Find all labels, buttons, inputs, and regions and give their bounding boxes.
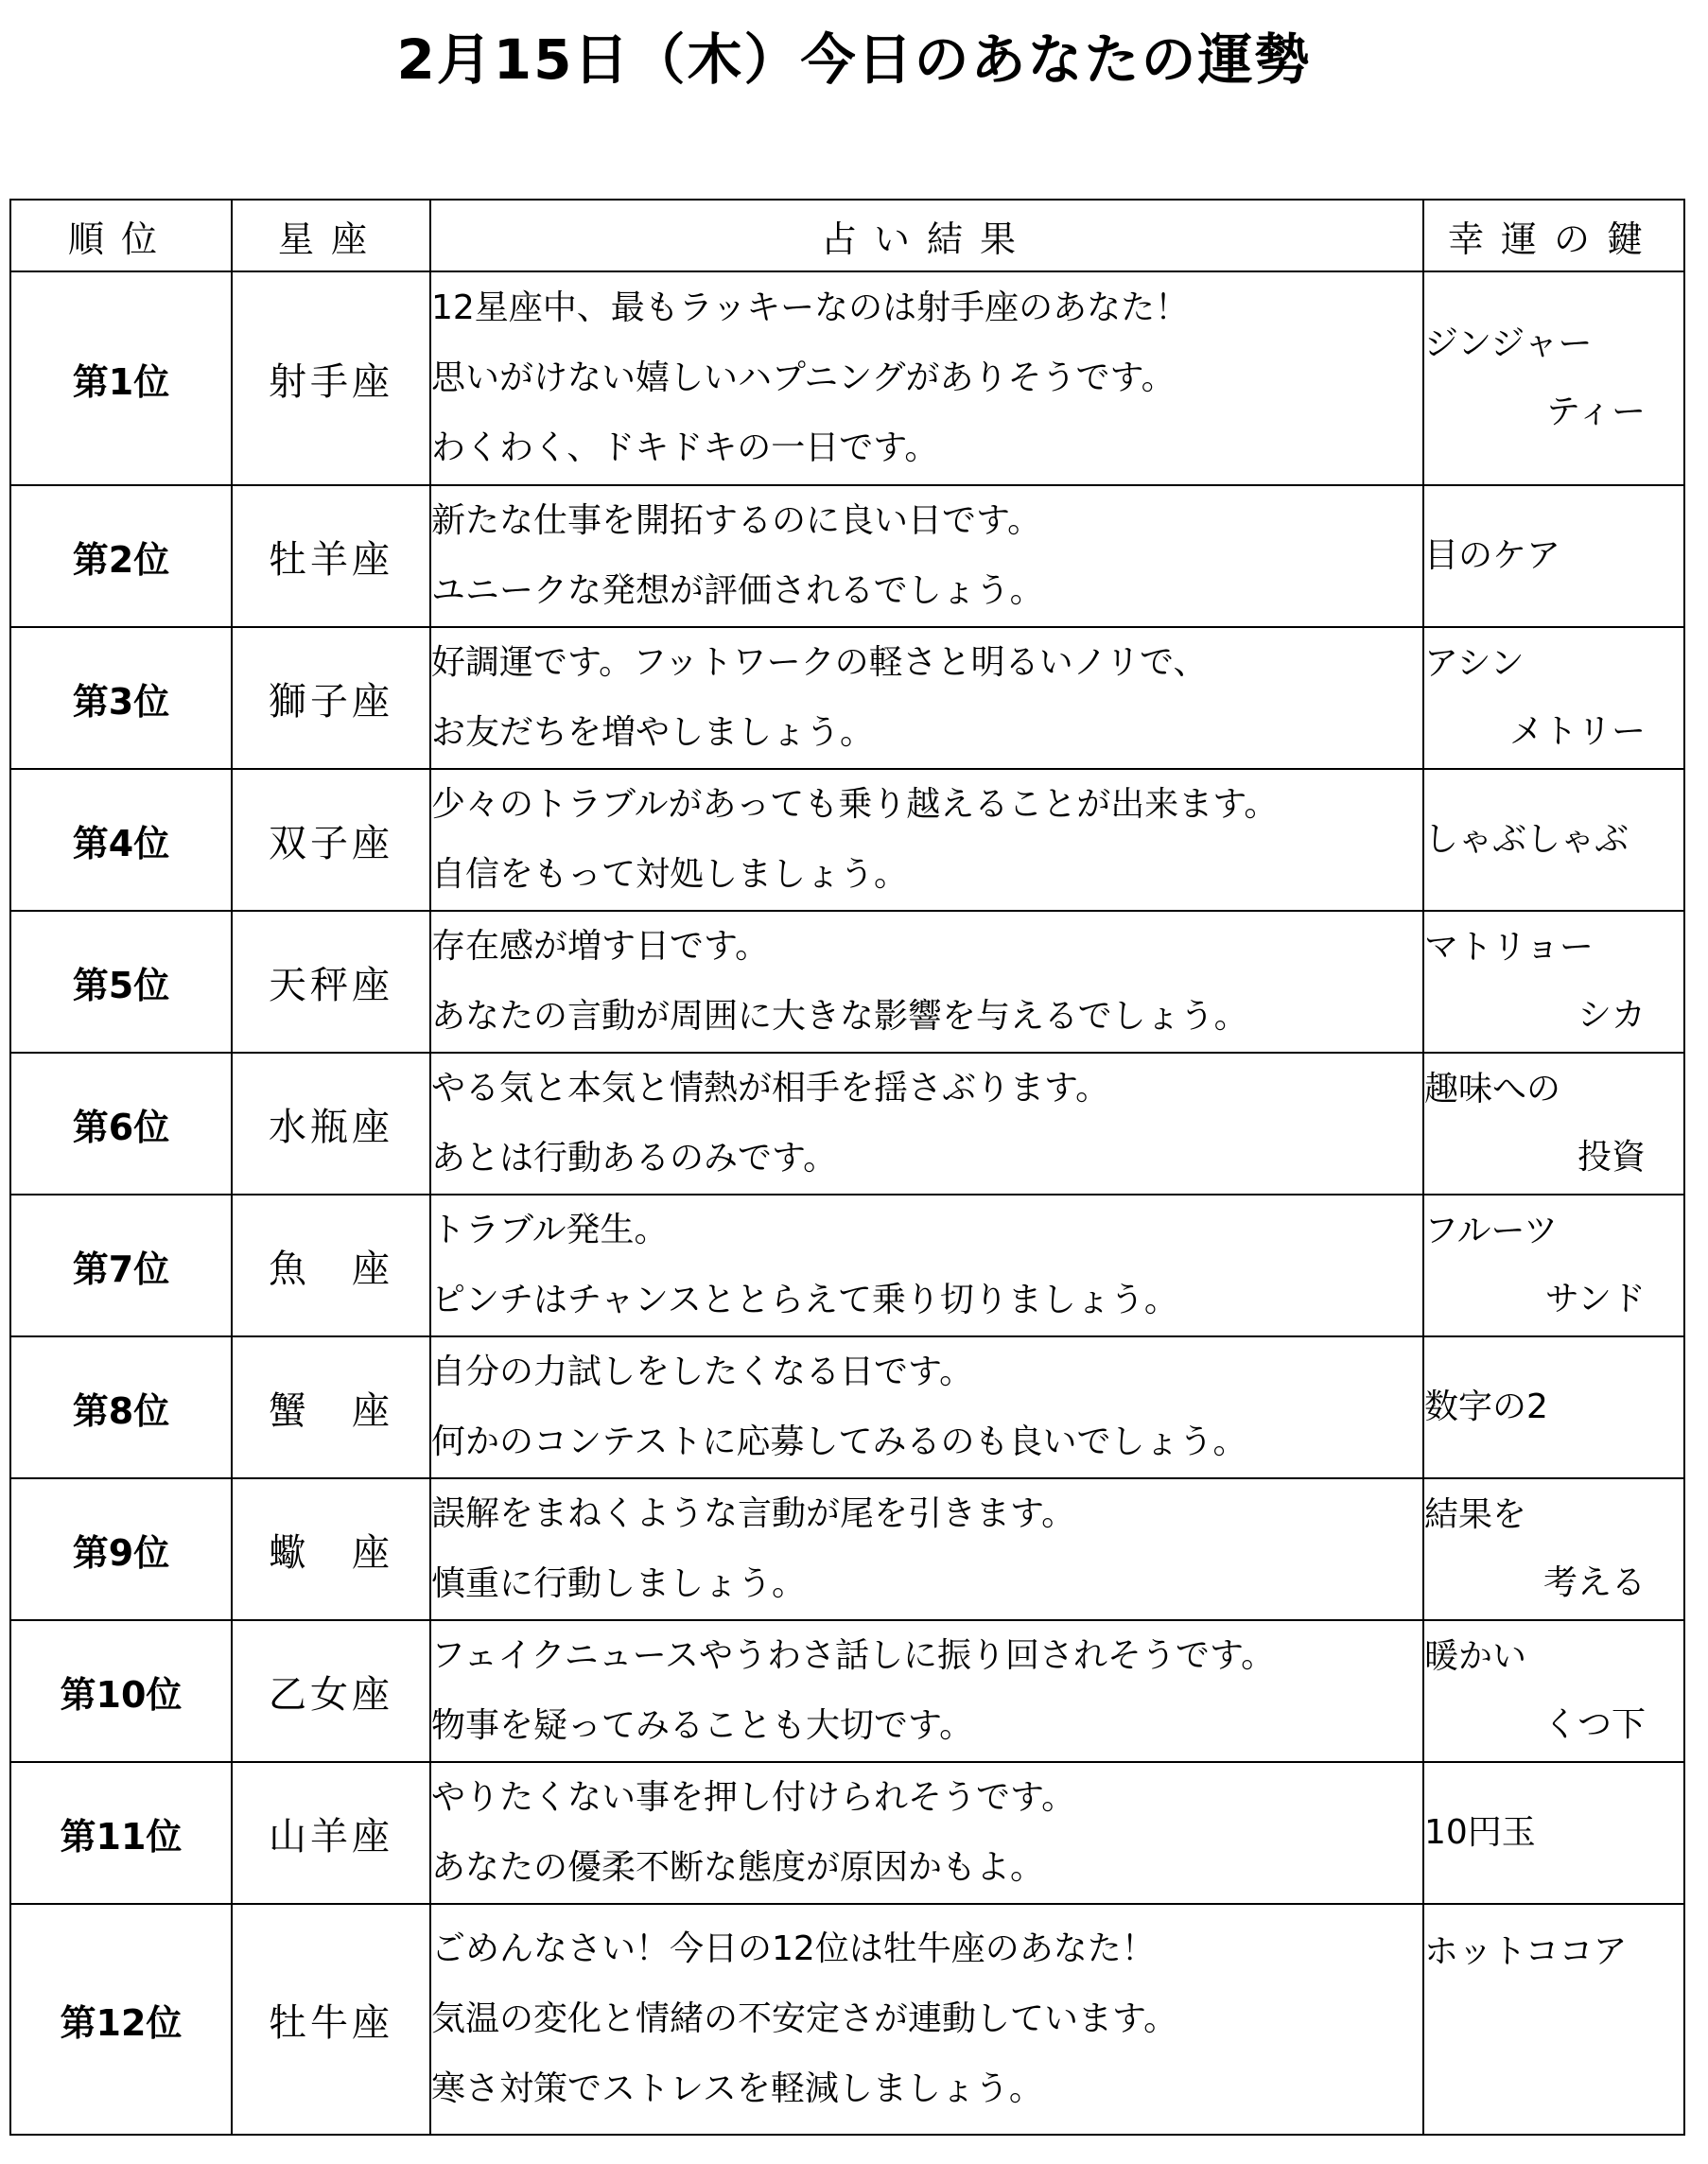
zodiac-sign-cell: 水瓶座	[232, 1053, 430, 1195]
table-header-row	[10, 200, 1684, 271]
zodiac-sign-cell: 蠍 座	[232, 1478, 430, 1620]
fortune-result-cell	[430, 1904, 1423, 2135]
table-row	[10, 769, 1684, 911]
page-title: 2月15日（木）今日のあなたの運勢	[396, 27, 1312, 92]
fortune-result-line: 慎重に行動しましょう。	[431, 1564, 807, 1603]
table-row	[10, 1762, 1684, 1904]
zodiac-sign-cell: 天秤座	[232, 911, 430, 1053]
zodiac-sign-cell: 双子座	[232, 769, 430, 911]
lucky-key-line: 目のケア	[1424, 536, 1561, 575]
zodiac-sign-cell: 牡羊座	[232, 485, 430, 627]
fortune-result-line: 12星座中、最もラッキーなのは射手座のあなた！	[431, 288, 1190, 327]
lucky-key-line: くつ下	[1542, 1705, 1646, 1744]
rank-cell: 第3位	[10, 627, 232, 769]
fortune-result-line: 思いがけない嬉しいハプニングがありそうです。	[431, 358, 1176, 397]
fortune-result-line: 気温の変化と情緒の不安定さが連動しています。	[431, 1999, 1178, 2038]
rank-cell: 第12位	[10, 1904, 232, 2135]
fortune-result-cell	[430, 627, 1423, 769]
lucky-key-line: メトリー	[1508, 712, 1646, 751]
rank-cell: 第8位	[10, 1336, 232, 1478]
lucky-key-cell	[1423, 1195, 1684, 1336]
table-row	[10, 1336, 1684, 1478]
fortune-result-line: あなたの優柔不断な態度が原因かもよ。	[431, 1848, 1045, 1887]
fortune-result-line: ごめんなさい！今日の12位は牡牛座のあなた！	[431, 1929, 1156, 1968]
lucky-key-cell	[1423, 271, 1684, 485]
fortune-table	[9, 199, 1685, 2136]
fortune-result-line: やる気と本気と情熱が相手を揺さぶります。	[431, 1069, 1110, 1108]
header-key: 幸運の鍵	[1423, 200, 1684, 271]
lucky-key-line: 投資	[1577, 1138, 1646, 1177]
table-row	[10, 1620, 1684, 1762]
zodiac-sign-cell: 魚 座	[232, 1195, 430, 1336]
fortune-result-line: 好調運です。フットワークの軽さと明るいノリで、	[431, 643, 1208, 682]
fortune-result-line: ユニークな発想が評価されるでしょう。	[431, 571, 1044, 610]
lucky-key-line: マトリョー	[1424, 928, 1594, 967]
lucky-key-cell	[1423, 1478, 1684, 1620]
lucky-key-line: サンド	[1544, 1280, 1646, 1318]
table-row	[10, 911, 1684, 1053]
table-row	[10, 1904, 1684, 2135]
zodiac-sign-cell: 乙女座	[232, 1620, 430, 1762]
fortune-result-cell	[430, 1478, 1423, 1620]
lucky-key-line: シカ	[1577, 996, 1646, 1035]
fortune-result-line: フェイクニュースやうわさ話しに振り回されそうです。	[431, 1636, 1276, 1675]
fortune-result-line: 少々のトラブルがあっても乗り越えることが出来ます。	[431, 785, 1279, 824]
rank-cell: 第4位	[10, 769, 232, 911]
fortune-result-line: 新たな仕事を開拓するのに良い日です。	[431, 501, 1042, 540]
fortune-result-cell	[430, 1195, 1423, 1336]
rank-cell: 第10位	[10, 1620, 232, 1762]
fortune-result-line: 誤解をまねくような言動が尾を引きます。	[431, 1494, 1076, 1533]
fortune-result-cell	[430, 271, 1423, 485]
rank-cell: 第7位	[10, 1195, 232, 1336]
rank-cell: 第2位	[10, 485, 232, 627]
header-result: 占い結果	[430, 200, 1423, 271]
lucky-key-cell	[1423, 911, 1684, 1053]
fortune-result-cell	[430, 911, 1423, 1053]
rank-cell: 第5位	[10, 911, 232, 1053]
table-body	[10, 271, 1684, 2135]
lucky-key-cell	[1423, 1904, 1684, 2135]
lucky-key-cell	[1423, 1620, 1684, 1762]
lucky-key-cell	[1423, 485, 1684, 627]
table-row	[10, 1053, 1684, 1195]
lucky-key-line: 趣味への	[1424, 1070, 1561, 1108]
fortune-result-cell	[430, 1620, 1423, 1762]
lucky-key-cell	[1423, 1762, 1684, 1904]
fortune-result-line: やりたくない事を押し付けられそうです。	[431, 1778, 1076, 1817]
zodiac-sign-cell: 山羊座	[232, 1762, 430, 1904]
rank-cell: 第9位	[10, 1478, 232, 1620]
fortune-result-line: 自分の力試しをしたくなる日です。	[431, 1352, 974, 1391]
zodiac-sign-cell: 獅子座	[232, 627, 430, 769]
lucky-key-line: ティー	[1545, 393, 1646, 431]
rank-cell: 第6位	[10, 1053, 232, 1195]
fortune-result-cell	[430, 1053, 1423, 1195]
fortune-result-line: ピンチはチャンスととらえて乗り切りましょう。	[431, 1281, 1178, 1319]
lucky-key-cell	[1423, 769, 1684, 911]
fortune-result-line: トラブル発生。	[431, 1211, 669, 1249]
header-rank: 順位	[10, 200, 232, 271]
table-row	[10, 1195, 1684, 1336]
lucky-key-line: フルーツ	[1424, 1212, 1559, 1250]
rank-cell: 第1位	[10, 271, 232, 485]
fortune-result-line: わくわく、ドキドキの一日です。	[431, 428, 939, 467]
fortune-result-line: 寒さ対策でストレスを軽減しましょう。	[431, 2069, 1043, 2108]
fortune-result-line: 何かのコンテストに応募してみるのも良いでしょう。	[431, 1422, 1247, 1461]
table-row	[10, 1478, 1684, 1620]
fortune-result-cell	[430, 1336, 1423, 1478]
lucky-key-line: 結果を	[1424, 1495, 1527, 1534]
fortune-result-line: 自信をもって対処しましょう。	[431, 855, 909, 894]
fortune-result-cell	[430, 1762, 1423, 1904]
lucky-key-line: ホットココア	[1424, 1932, 1628, 1971]
table-row	[10, 271, 1684, 485]
rank-cell: 第11位	[10, 1762, 232, 1904]
fortune-result-line: お友だちを増やしましょう。	[431, 713, 875, 752]
lucky-key-line: アシン	[1424, 644, 1525, 683]
lucky-key-line: ジンジャー	[1424, 324, 1593, 363]
table-row	[10, 627, 1684, 769]
fortune-result-line: 存在感が増す日です。	[431, 927, 770, 966]
lucky-key-cell	[1423, 1336, 1684, 1478]
zodiac-sign-cell: 射手座	[232, 271, 430, 485]
fortune-result-cell	[430, 769, 1423, 911]
lucky-key-line: しゃぶしゃぶ	[1424, 820, 1630, 859]
lucky-key-line: 考える	[1542, 1563, 1646, 1602]
fortune-result-line: 物事を疑ってみることも大切です。	[431, 1706, 974, 1745]
lucky-key-cell	[1423, 1053, 1684, 1195]
table-row	[10, 485, 1684, 627]
fortune-result-cell	[430, 485, 1423, 627]
header-sign: 星座	[232, 200, 430, 271]
zodiac-sign-cell: 牡牛座	[232, 1904, 430, 2135]
lucky-key-line: 10円玉	[1424, 1813, 1536, 1852]
zodiac-sign-cell: 蟹 座	[232, 1336, 430, 1478]
fortune-result-line: あなたの言動が周囲に大きな影響を与えるでしょう。	[431, 997, 1248, 1036]
lucky-key-line: 数字の2	[1424, 1387, 1548, 1426]
fortune-result-line: あとは行動あるのみです。	[431, 1139, 838, 1178]
lucky-key-cell	[1423, 627, 1684, 769]
lucky-key-line: 暖かい	[1424, 1637, 1527, 1676]
